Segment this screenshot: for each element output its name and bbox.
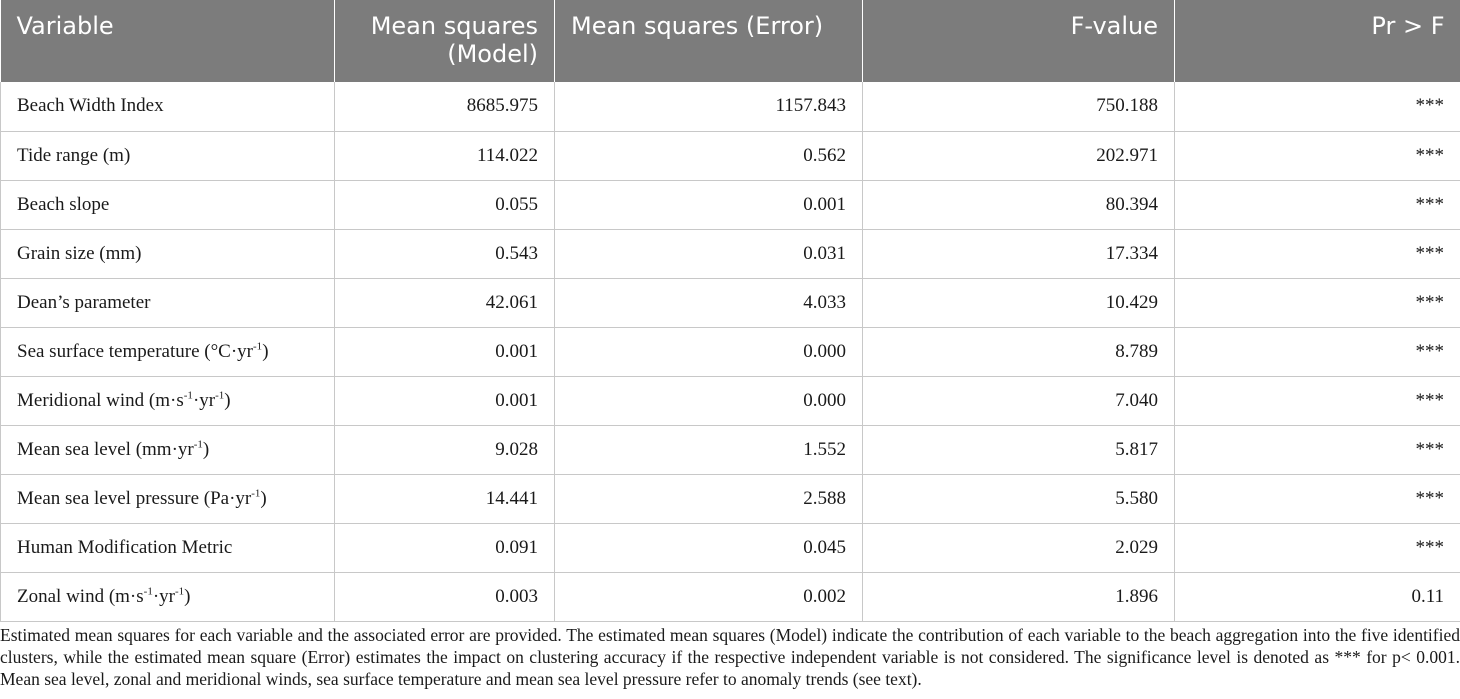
header-f-value: F-value xyxy=(863,0,1175,82)
cell-f-value: 5.580 xyxy=(863,474,1175,523)
variable-label: Sea surface temperature (°C·yr xyxy=(17,340,254,362)
cell-mean-squares-model: 0.543 xyxy=(335,229,555,278)
cell-mean-squares-model: 0.003 xyxy=(335,572,555,621)
cell-variable xyxy=(1,327,335,376)
variable-label: Beach slope xyxy=(17,193,110,215)
table-row xyxy=(1,523,1460,572)
cell-mean-squares-error: 2.588 xyxy=(555,474,863,523)
unit-exponent: -1 xyxy=(193,438,203,451)
table-caption: Estimated mean squares for each variable and the associated error are provided. The estimated mean squares (Model) indicate the contribution of each variable to the beach aggregation into the five identified clusters, while the estimated mean square (Error) estimates the impact on clustering accuracy if the respective independent variable is not considered. The significance level is denoted as *** for p< 0.001. Mean sea level, zonal and meridional winds, sea surface temperature and mean sea level pressure refer to anomaly trends (see text). xyxy=(0,625,1460,689)
cell-mean-squares-error: 0.001 xyxy=(555,180,863,229)
table-row xyxy=(1,474,1460,523)
variable-label: Human Modification Metric xyxy=(17,536,233,558)
cell-pr-f: *** xyxy=(1175,376,1460,425)
variable-label: Tide range (m) xyxy=(17,144,131,166)
cell-mean-squares-model: 0.001 xyxy=(335,327,555,376)
cell-mean-squares-error: 1157.843 xyxy=(555,82,863,131)
cell-pr-f: *** xyxy=(1175,474,1460,523)
cell-f-value: 17.334 xyxy=(863,229,1175,278)
header-pr-f: Pr > F xyxy=(1175,0,1460,82)
unit-suffix: ·yr xyxy=(192,389,216,411)
cell-pr-f: *** xyxy=(1175,180,1460,229)
unit-suffix: ) xyxy=(260,487,267,509)
cell-f-value: 5.817 xyxy=(863,425,1175,474)
cell-mean-squares-model: 42.061 xyxy=(335,278,555,327)
cell-f-value: 2.029 xyxy=(863,523,1175,572)
cell-variable xyxy=(1,82,335,131)
cell-f-value: 202.971 xyxy=(863,131,1175,180)
unit-suffix: ·yr xyxy=(152,585,175,607)
unit-suffix: ) xyxy=(224,389,231,411)
cell-mean-squares-model: 9.028 xyxy=(335,425,555,474)
table-header xyxy=(1,0,1460,82)
table-row xyxy=(1,131,1460,180)
cell-mean-squares-model: 14.441 xyxy=(335,474,555,523)
unit-exponent: -1 xyxy=(174,585,185,598)
table-row xyxy=(1,180,1460,229)
unit-exponent: -1 xyxy=(253,340,263,353)
cell-pr-f: *** xyxy=(1175,82,1460,131)
cell-variable xyxy=(1,229,335,278)
header-mean-squares-error: Mean squares (Error) xyxy=(555,0,863,82)
cell-mean-squares-model: 114.022 xyxy=(335,131,555,180)
table-row xyxy=(1,229,1460,278)
cell-pr-f: 0.11 xyxy=(1175,572,1460,621)
cell-mean-squares-model: 0.001 xyxy=(335,376,555,425)
cell-pr-f: *** xyxy=(1175,523,1460,572)
unit-exponent: -1 xyxy=(143,585,153,598)
table-row xyxy=(1,278,1460,327)
cell-f-value: 8.789 xyxy=(863,327,1175,376)
cell-f-value: 1.896 xyxy=(863,572,1175,621)
cell-variable xyxy=(1,572,335,621)
cell-variable xyxy=(1,278,335,327)
cell-mean-squares-model: 0.091 xyxy=(335,523,555,572)
cell-pr-f: *** xyxy=(1175,229,1460,278)
cell-mean-squares-error: 0.000 xyxy=(555,376,863,425)
cell-pr-f: *** xyxy=(1175,425,1460,474)
table-row xyxy=(1,327,1460,376)
cell-mean-squares-error: 4.033 xyxy=(555,278,863,327)
cell-mean-squares-error: 1.552 xyxy=(555,425,863,474)
unit-exponent: -1 xyxy=(251,487,261,500)
cell-f-value: 7.040 xyxy=(863,376,1175,425)
unit-suffix: ) xyxy=(262,340,269,362)
cell-variable xyxy=(1,425,335,474)
unit-suffix: ) xyxy=(184,585,191,607)
table-row xyxy=(1,425,1460,474)
variable-label: Zonal wind (m·s xyxy=(17,585,144,607)
cell-mean-squares-model: 8685.975 xyxy=(335,82,555,131)
cell-mean-squares-error: 0.562 xyxy=(555,131,863,180)
table-row xyxy=(1,376,1460,425)
cell-f-value: 10.429 xyxy=(863,278,1175,327)
header-mean-squares-model: Mean squares (Model) xyxy=(335,0,555,82)
cell-mean-squares-error: 0.002 xyxy=(555,572,863,621)
variable-label: Meridional wind (m·s xyxy=(17,389,184,411)
cell-mean-squares-error: 0.045 xyxy=(555,523,863,572)
cell-mean-squares-error: 0.000 xyxy=(555,327,863,376)
cell-mean-squares-error: 0.031 xyxy=(555,229,863,278)
cell-variable xyxy=(1,523,335,572)
variable-label: Mean sea level (mm·yr xyxy=(17,438,194,460)
table-row xyxy=(1,572,1460,621)
cell-pr-f: *** xyxy=(1175,131,1460,180)
header-variable: Variable xyxy=(1,0,335,82)
cell-f-value: 750.188 xyxy=(863,82,1175,131)
header-row xyxy=(1,0,1460,82)
cell-variable xyxy=(1,131,335,180)
cell-f-value: 80.394 xyxy=(863,180,1175,229)
cell-pr-f: *** xyxy=(1175,278,1460,327)
cell-mean-squares-model: 0.055 xyxy=(335,180,555,229)
variable-label: Dean’s parameter xyxy=(17,291,151,313)
cell-variable xyxy=(1,376,335,425)
cell-pr-f: *** xyxy=(1175,327,1460,376)
cell-variable xyxy=(1,180,335,229)
variable-label: Mean sea level pressure (Pa·yr xyxy=(17,487,252,509)
table-body xyxy=(1,82,1460,621)
variable-label: Beach Width Index xyxy=(17,95,164,117)
cell-variable xyxy=(1,474,335,523)
table-row xyxy=(1,82,1460,131)
unit-exponent: -1 xyxy=(183,389,193,402)
unit-suffix: ) xyxy=(202,438,210,460)
unit-exponent: -1 xyxy=(215,389,225,402)
variable-label: Grain size (mm) xyxy=(17,242,142,264)
